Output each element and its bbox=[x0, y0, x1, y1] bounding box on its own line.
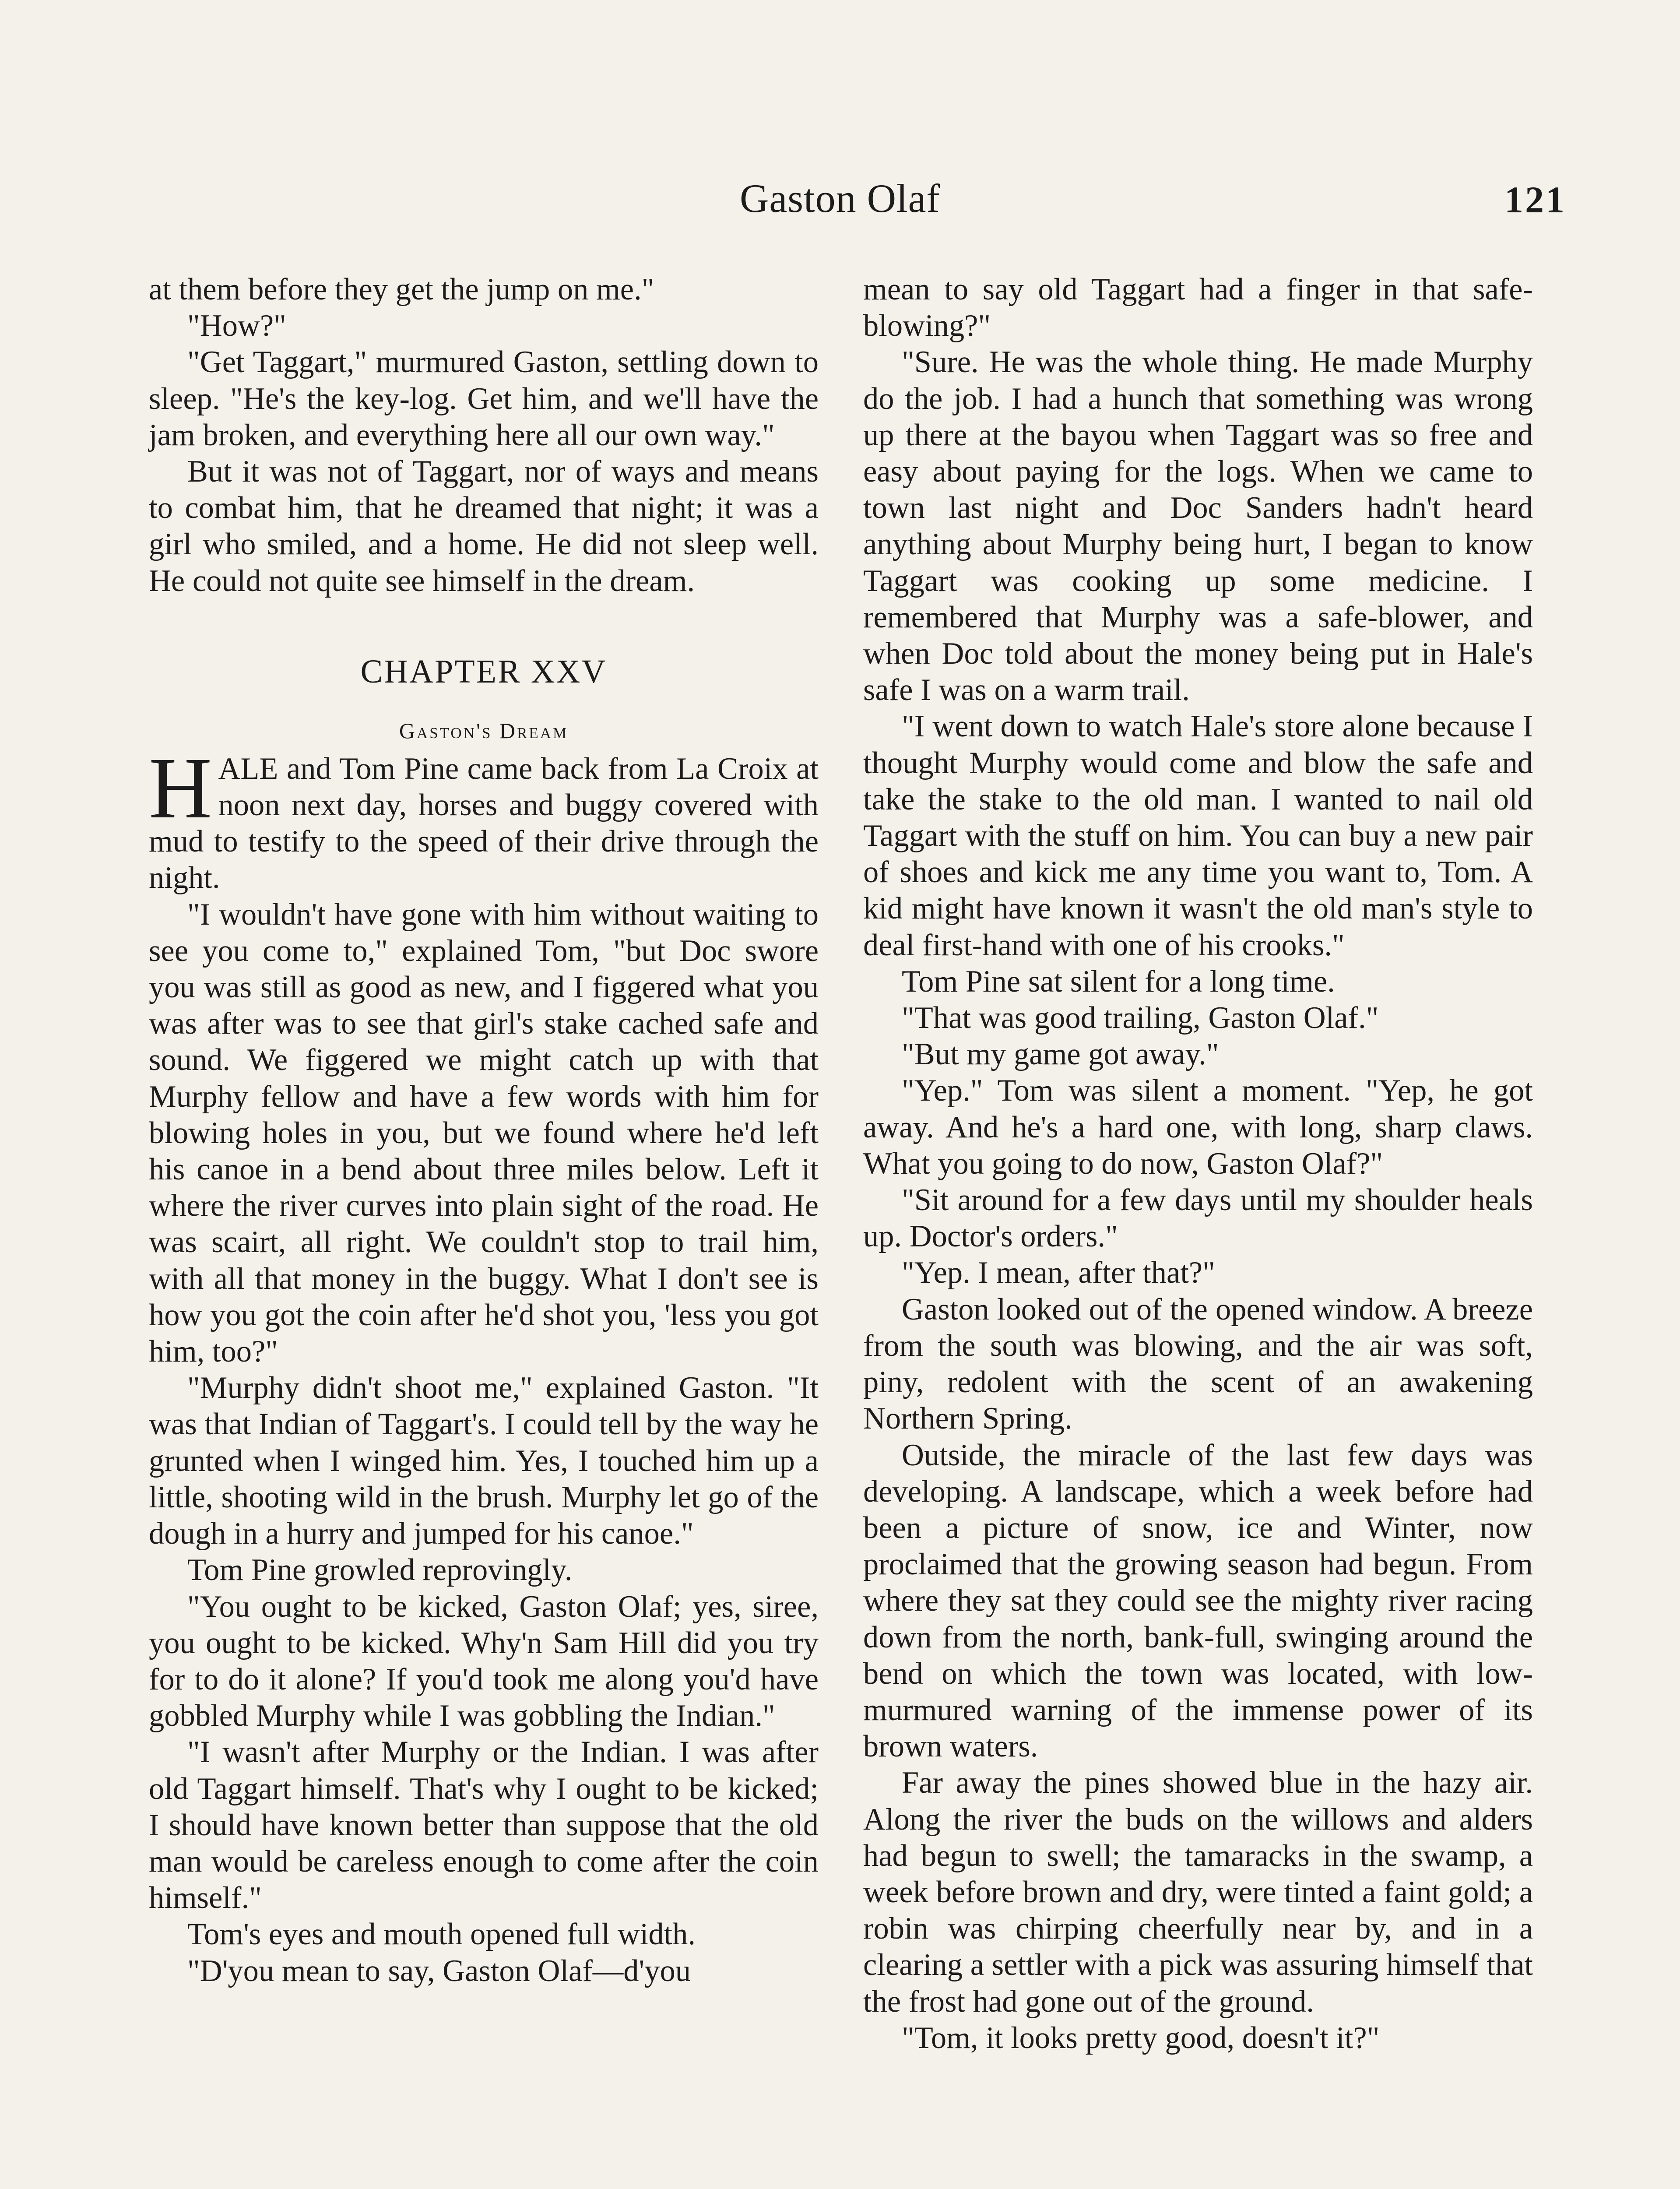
paragraph: "Yep. I mean, after that?" bbox=[902, 1256, 1215, 1290]
running-title: Gaston Olaf bbox=[739, 176, 941, 221]
paragraph: "Sit around for a few days until my shoulder heals up. Doctor's orders." bbox=[863, 1183, 1533, 1254]
right-column bbox=[863, 271, 1533, 2056]
paragraph: "That was good trailing, Gaston Olaf." bbox=[902, 1001, 1379, 1035]
left-column bbox=[149, 271, 819, 1989]
paragraph: at them before they get the jump on me." bbox=[149, 272, 654, 306]
paragraph: "You ought to be kicked, Gaston Olaf; yes, siree, you ought to be kicked. Why'n Sam Hill did you try for to do it alone? If you'd took me along you'd have gobbled Murphy while I was gobbling the Indian." bbox=[149, 1589, 819, 1733]
paragraph: But it was not of Taggart, nor of ways and means to combat him, that he dreamed that night; it was a girl who smiled, and a home. He did not sleep well. He could not quite see himself in the dream. bbox=[149, 454, 819, 598]
chapter-subtitle: Gaston's Dream bbox=[399, 718, 569, 743]
page-number: 121 bbox=[1504, 179, 1566, 221]
paragraph: "I went down to watch Hale's store alone because I thought Murphy would come and blow the safe and take the stake to the old man. I wanted to nail old Taggart with the stuff on him. You can buy a new pair of shoes and kick me any time you want to, Tom. A kid might have known it wasn't the old man's style to deal first-hand with one of his crooks." bbox=[863, 709, 1533, 962]
page-header bbox=[0, 175, 1680, 223]
paragraph: "D'you mean to say, Gaston Olaf—d'you bbox=[187, 1953, 691, 1988]
paragraph: Tom Pine growled reprovingly. bbox=[187, 1553, 573, 1587]
paragraph: "Yep." Tom was silent a moment. "Yep, he got away. And he's a hard one, with long, sharp claws. What you going to do now, Gaston Olaf?" bbox=[863, 1073, 1533, 1181]
paragraph: "How?" bbox=[187, 309, 286, 343]
paragraph: "Tom, it looks pretty good, doesn't it?" bbox=[902, 2020, 1380, 2055]
drop-cap: H bbox=[149, 739, 212, 837]
paragraph: mean to say old Taggart had a finger in that safe-blowing?" bbox=[863, 272, 1533, 343]
paragraph bbox=[149, 739, 819, 897]
paragraph-text: ALE and Tom Pine came back from La Croix at noon next day, horses and buggy covered with mud to testify to the speed of their drive through the night. bbox=[149, 751, 819, 895]
paragraph: "I wouldn't have gone with him without waiting to see you come to," explained Tom, "but Doc swore you was still as good as new, and I figgered what you was after was to see that girl's stake cached safe and sound. We figgered we might catch up with that Murphy fellow and have a few words with him for blowing holes in you, but we found where he'd left his canoe in a bend about three miles below. Left it where the river curves into plain sight of the road. He was scairt, all right. We couldn't stop to trail him, with all that money in the buggy. What I don't see is how you got the coin after he'd shot you, 'less you got him, too?" bbox=[149, 897, 819, 1369]
chapter-block bbox=[149, 599, 819, 751]
paragraph: "Get Taggart," murmured Gaston, settling down to sleep. "He's the key-log. Get him, and we'll have the jam broken, and everything here all our own way." bbox=[149, 345, 819, 452]
chapter-heading: CHAPTER XXV bbox=[360, 653, 607, 690]
paragraph: Far away the pines showed blue in the hazy air. Along the river the buds on the willows and alders had begun to swell; the tamaracks in the swamp, a week before brown and dry, were tinted a faint gold; a robin was chirping cheerfully near by, and in a clearing a settler with a pick was assuring himself that the frost had gone out of the ground. bbox=[863, 1766, 1533, 2019]
paragraph: Tom's eyes and mouth opened full width. bbox=[187, 1917, 696, 1952]
paragraph: "I wasn't after Murphy or the Indian. I was after old Taggart himself. That's why I ought to be kicked; I should have known better than suppose that the old man would be careless enough to come after the coin himself." bbox=[149, 1735, 819, 1915]
paragraph: Gaston looked out of the opened window. A breeze from the south was blowing, and the air was soft, piny, redolent with the scent of an awakening Northern Spring. bbox=[863, 1292, 1533, 1436]
paragraph: "Murphy didn't shoot me," explained Gaston. "It was that Indian of Taggart's. I could tell by the way he grunted when I winged him. Yes, I touched him up a little, shooting wild in the brush. Murphy let go of the dough in a hurry and jumped for his canoe." bbox=[149, 1371, 819, 1551]
paragraph: Tom Pine sat silent for a long time. bbox=[902, 964, 1335, 999]
paragraph: "Sure. He was the whole thing. He made Murphy do the job. I had a hunch that something was wrong up there at the bayou when Taggart was so free and easy about paying for the logs. When we came to town last night and Doc Sanders hadn't heard anything about Murphy being hurt, I began to know Taggart was cooking up some medicine. I remembered that Murphy was a safe-blower, and when Doc told about the money being put in Hale's safe I was on a warm trail. bbox=[863, 345, 1533, 707]
paragraph: "But my game got away." bbox=[902, 1037, 1219, 1072]
paragraph: Outside, the miracle of the last few days was developing. A landscape, which a week before had been a picture of snow, ice and Winter, now proclaimed that the growing season had begun. From where they sat they could see the mighty river racing down from the north, bank-full, swinging around the bend on which the town was located, with low-murmured warning of the immense power of its brown waters. bbox=[863, 1438, 1533, 1764]
